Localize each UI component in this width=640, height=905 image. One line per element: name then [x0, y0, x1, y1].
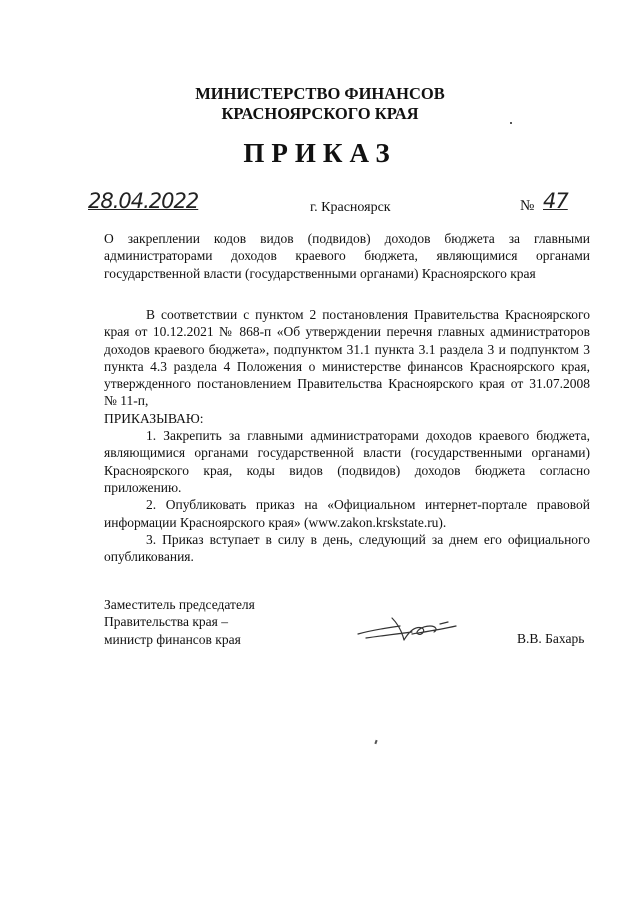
order-item-3: 3. Приказ вступает в силу в день, следующий за днем его официального опубликования.	[104, 531, 590, 565]
ministry-heading	[0, 84, 640, 124]
city-label: г. Красноярск	[310, 200, 391, 215]
order-item-1: 1. Закрепить за главными администраторами доходов краевого бюджета, являющимися органами государственной власти (государственными органами) Красноярского края, коды видов (подвидов) доходов бюджета согласно приложению.	[104, 428, 590, 495]
scan-speck	[510, 122, 512, 124]
ministry-line-2: КРАСНОЯРСКОГО КРАЯ	[221, 104, 419, 123]
position-line-1: Заместитель председателя	[104, 597, 255, 612]
handwritten-number: 47	[543, 189, 568, 213]
order-item-2: 2. Опубликовать приказ на «Официальном интернет-портале правовой информации Красноярского края» (www.zakon.krskstate.ru).	[104, 497, 590, 530]
number-sign: №	[520, 198, 535, 214]
handwritten-signature	[352, 612, 462, 648]
scan-speck	[374, 740, 377, 744]
ministry-line-1: МИНИСТЕРСТВО ФИНАНСОВ	[195, 84, 445, 103]
document-body	[104, 306, 590, 565]
position-line-3: министр финансов края	[104, 631, 241, 647]
position-line-2: Правительства края –	[104, 614, 228, 630]
handwritten-date: 28.04.2022	[88, 189, 199, 213]
document-type-title: ПРИКАЗ	[243, 138, 397, 168]
command-word: ПРИКАЗЫВАЮ:	[104, 410, 204, 426]
signatory-name: В.В. Бахарь	[517, 631, 585, 646]
subject-title: О закреплении кодов видов (подвидов) доходов бюджета за главными администраторами доходов краевого бюджета, являющимися органами государственной власти (государственными органами) Красноярского края	[104, 231, 590, 281]
preamble-paragraph: В соответствии с пунктом 2 постановления Правительства Красноярского края от 10.12.2021 № 868-п «Об утверждении перечня главных администраторов доходов краевого бюджета», подпунктом 31.1 пункта 3.1 раздела 3 и подпунктом 3 пункта 4.3 раздела 4 Положения о министерстве финансов Красноярского края, утвержденного постановлением Правительства Красноярского края от 31.07.2008 № 11-п,	[104, 307, 590, 409]
